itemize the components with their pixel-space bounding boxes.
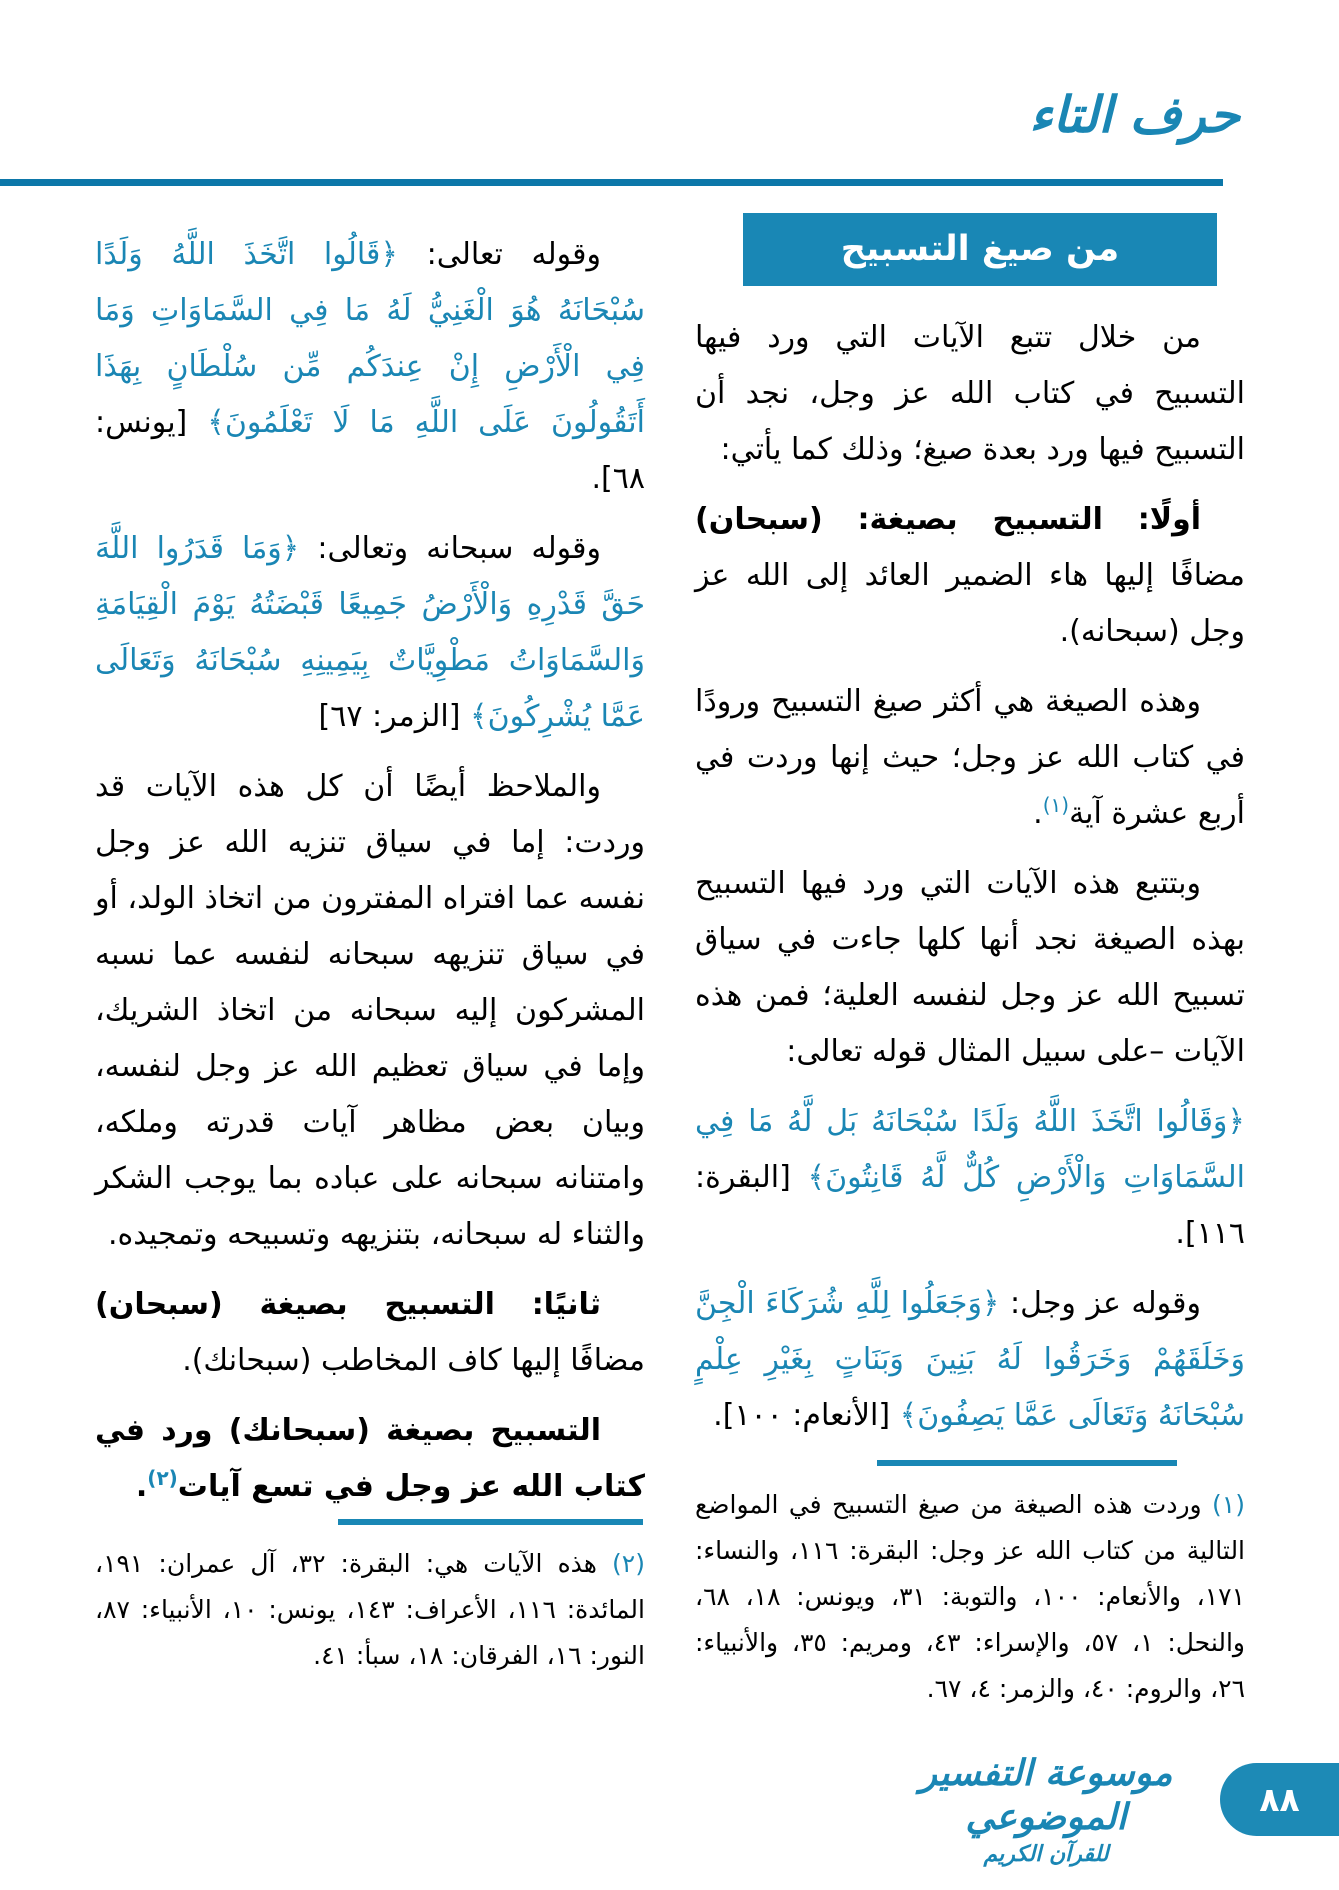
footnote-2-text: هذه الآيات هي: البقرة: ٣٢، آل عمران: ١٩١، المائدة: ١١٦، الأعراف: ١٤٣، يونس: ١٠، الأنبياء: ٨٧، النور: ١٦، الفرقان: ١٨، سبأ: ٤١. xyxy=(95,1549,645,1670)
right-column xyxy=(695,209,1245,1712)
paragraph-nine-period: . xyxy=(135,1469,148,1504)
footnote-1 xyxy=(695,1460,1245,1712)
page-content xyxy=(0,187,1339,1712)
verse-block-yunus xyxy=(95,227,645,507)
qaul-zumar-lead: وقوله سبحانه وتعالى: xyxy=(299,531,601,566)
paragraph-second-form xyxy=(95,1277,645,1389)
chapter-header: حرف التاء xyxy=(1029,86,1240,144)
quran-verse-anam: ﴿وَجَعَلُوا لِلَّهِ شُرَكَاءَ الْجِنَّ وَخَلَقَهُمْ وَخَرَقُوا لَهُ بَنِينَ وَبَنَاتٍ بِغَيْرِ عِلْمٍ سُبْحَانَهُ وَتَعَالَى عَمَّا يَصِفُونَ﴾ xyxy=(695,1286,1245,1433)
paragraph-most-frequent xyxy=(695,674,1245,842)
quran-verse-baqarah: ﴿وَقَالُوا اتَّخَذَ اللَّهُ وَلَدًا سُبْحَانَهُ بَل لَّهُ مَا فِي السَّمَاوَاتِ وَالْأَرْضِ كُلٌّ لَّهُ قَانِتُونَ﴾ xyxy=(695,1104,1246,1195)
footnote-separator-1 xyxy=(877,1460,1177,1466)
qaul-yunus-lead: وقوله تعالى: xyxy=(397,237,601,272)
footnote-1-body xyxy=(695,1482,1245,1712)
paragraph-observation-text: والملاحظ أيضًا أن كل هذه الآيات قد وردت: إما في سياق تنزيه الله عز وجل نفسه عما افتراه المفترون من اتخاذ الولد، أو في سياق تنزيهه سبحانه لنفسه عما نسبه المشركون إليه سبحانه من اتخاذ الشريك، وإما في سياق تعظيم الله عز وجل لنفسه، وبيان بعض مظاهر آيات قدرته وملكه، وامتنانه سبحانه على عباده بما يوجب الشكر والثناء له سبحانه، بتنزيهه وتسبيحه وتمجيده. xyxy=(95,769,645,1252)
page-number-tab: ٨٨ xyxy=(1220,1763,1339,1836)
verse-block-anam xyxy=(695,1276,1245,1444)
paragraph-observation xyxy=(95,759,645,1263)
paragraph-most-period: . xyxy=(1033,796,1043,831)
paragraph-intro xyxy=(695,310,1245,478)
paragraph-first-form xyxy=(695,492,1245,660)
paragraph-intro-text: من خلال تتبع الآيات التي ورد فيها التسبيح في كتاب الله عز وجل، نجد أن التسبيح فيها ورد بعدة صيغ؛ وذلك كما يأتي: xyxy=(695,320,1245,467)
verse-ref-baqarah: [البقرة: ١١٦]. xyxy=(695,1160,1245,1251)
paragraph-nine-verses xyxy=(95,1403,645,1515)
qaul-anam-lead: وقوله عز وجل: xyxy=(999,1286,1201,1321)
footnote-ref-2: (٢) xyxy=(147,1466,178,1490)
footnote-2-body xyxy=(95,1541,645,1679)
footnote-2-marker: (٢) xyxy=(612,1549,645,1578)
paragraph-follow xyxy=(695,856,1245,1080)
paragraph-follow-text: وبتتبع هذه الآيات التي ورد فيها التسبيح بهذه الصيغة نجد أنها كلها جاءت في سياق تسبيح الله عز وجل لنفسه العلية؛ فمن هذه الآيات –على سبيل المثال قوله تعالى: xyxy=(695,866,1245,1069)
left-column xyxy=(95,209,645,1679)
verse-ref-zumar: [الزمر: ٦٧] xyxy=(318,699,471,734)
paragraph-second-rest: مضافًا إليها كاف المخاطب (سبحانك). xyxy=(182,1343,645,1378)
verse-block-baqarah xyxy=(695,1094,1245,1262)
paragraph-most-text: وهذه الصيغة هي أكثر صيغ التسبيح ورودًا في كتاب الله عز وجل؛ حيث إنها وردت في أربع عشرة آية xyxy=(695,684,1245,831)
header-rule xyxy=(0,179,1223,186)
paragraph-first-lead: أولًا: التسبيح بصيغة: (سبحان) xyxy=(695,502,1201,537)
section-title-box: من صيغ التسبيح xyxy=(743,213,1217,286)
footnote-separator-2 xyxy=(338,1519,643,1525)
page-header xyxy=(0,0,1339,187)
quran-verse-yunus: ﴿قَالُوا اتَّخَذَ اللَّهُ وَلَدًا سُبْحَانَهُ هُوَ الْغَنِيُّ لَهُ مَا فِي السَّمَاوَاتِ وَمَا فِي الْأَرْضِ إِنْ عِندَكُم مِّن سُلْطَانٍ بِهَذَا أَتَقُولُونَ عَلَى اللَّهِ مَا لَا تَعْلَمُونَ﴾ xyxy=(95,237,645,440)
footnote-1-marker: (١) xyxy=(1212,1490,1245,1519)
publisher-logo-subtitle: للقرآن الكريم xyxy=(983,1842,1109,1867)
paragraph-second-lead: ثانيًا: التسبيح بصيغة (سبحان) xyxy=(95,1287,601,1322)
paragraph-first-rest: مضافًا إليها هاء الضمير العائد إلى الله عز وجل (سبحانه). xyxy=(695,558,1245,649)
quran-verse-zumar: ﴿وَمَا قَدَرُوا اللَّهَ حَقَّ قَدْرِهِ وَالْأَرْضُ جَمِيعًا قَبْضَتُهُ يَوْمَ الْقِيَامَةِ وَالسَّمَاوَاتُ مَطْوِيَّاتٌ بِيَمِينِهِ سُبْحَانَهُ وَتَعَالَى عَمَّا يُشْرِكُونَ﴾ xyxy=(95,531,645,734)
verse-ref-anam: [الأنعام: ١٠٠]. xyxy=(713,1398,900,1433)
footnote-ref-1: (١) xyxy=(1042,793,1070,817)
verse-block-zumar xyxy=(95,521,645,745)
footnote-2 xyxy=(95,1519,645,1679)
paragraph-nine-text: التسبيح بصيغة (سبحانك) ورد في كتاب الله عز وجل في تسع آيات xyxy=(95,1413,645,1504)
publisher-logo-title: موسوعة التفسير الموضوعي xyxy=(919,1753,1173,1838)
footnote-1-text: وردت هذه الصيغة من صيغ التسبيح في المواضع التالية من كتاب الله عز وجل: البقرة: ١١٦، والنساء: ١٧١، والأنعام: ١٠٠، والتوبة: ٣١، ويونس: ١٨، ٦٨، والنحل: ١، ٥٧، والإسراء: ٤٣، ومريم: ٣٥، والأنبياء: ٢٦، والروم: ٤٠، والزمر: ٤، ٦٧. xyxy=(695,1490,1246,1703)
verse-ref-yunus: [يونس: ٦٨]. xyxy=(95,405,645,496)
publisher-logo xyxy=(861,1752,1231,1870)
